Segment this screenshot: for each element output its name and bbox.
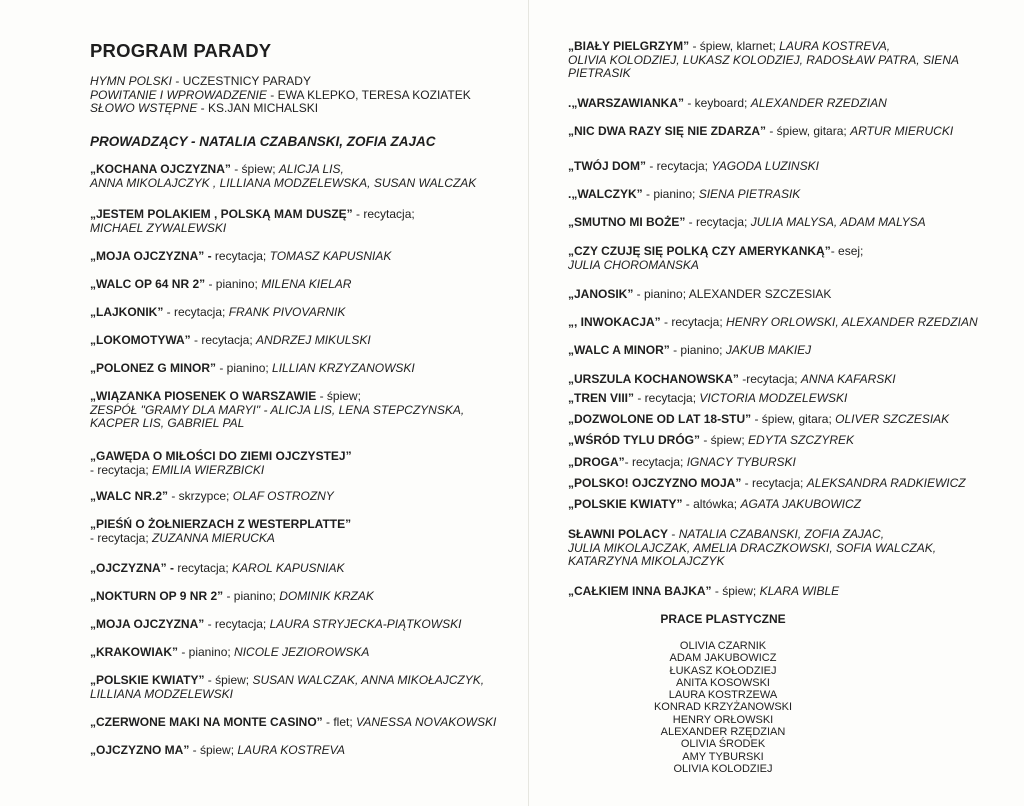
- entry-title: „OJCZYZNO MA”: [90, 743, 190, 757]
- entry-performer: NATALIA CZABANSKI, ZOFIA ZAJAC,: [678, 527, 885, 541]
- entry-mode: - recytacja;: [660, 315, 723, 329]
- program-entry: [90, 278, 351, 292]
- entry-title: .„WARSZAWIANKA”: [568, 96, 684, 110]
- program-entry: [568, 528, 936, 569]
- entry-title: .„WALCZYK”: [568, 187, 643, 201]
- art-name: OLIVIA CZARNIK: [679, 640, 767, 652]
- entry-performer: KLARA WIBLE: [759, 584, 840, 598]
- program-entry: [90, 208, 415, 235]
- entry-performer: LILLIANA MODZELEWSKI: [90, 686, 233, 701]
- intro-line: HYMN POLSKI - UCZESTNICY PARADY: [90, 74, 311, 88]
- entry-mode: - recytacja;: [190, 333, 253, 347]
- entry-title: „NOKTURN OP 9 NR 2”: [90, 589, 224, 603]
- entry-title: „PIEŚŃ O ŻOŁNIERZACH Z WESTERPLATTE”: [90, 517, 352, 531]
- program-entry: [568, 125, 953, 139]
- entry-performer: ALEXANDER SZCZESIAK: [686, 287, 832, 301]
- entry-mode: - śpiew, klarnet;: [689, 39, 776, 53]
- intro-line: SŁOWO WSTĘPNE - KS.JAN MICHALSKI: [90, 101, 319, 115]
- entry-title: „POLSKIE KWIATY”: [90, 673, 205, 687]
- entry-mode: - pianino;: [205, 277, 258, 291]
- program-entry: [90, 390, 464, 431]
- entry-performer: KAROL KAPUSNIAK: [232, 561, 345, 575]
- entry-title: „GAWĘDA O MIŁOŚCI DO ZIEMI OJCZYSTEJ”: [90, 449, 352, 463]
- program-entry: [568, 216, 926, 230]
- entry-mode: - recytacja;: [352, 207, 415, 221]
- entry-mode: -: [668, 527, 679, 541]
- art-name: AMY TYBURSKI: [682, 750, 764, 763]
- entry-title: „MOJA OJCZYZNA” -: [90, 249, 212, 263]
- entry-performer: ARTUR MIERUCKI: [850, 124, 954, 138]
- entry-title: „KRAKOWIAK”: [90, 645, 178, 659]
- intro-line: POWITANIE I WPROWADZENIE - EWA KLEPKO, TERESA KOZIATEK: [90, 87, 471, 102]
- entry-title: „JESTEM POLAKIEM , POLSKĄ MAM DUSZĘ”: [90, 207, 353, 221]
- art-name: ADAM JAKUBOWICZ: [669, 652, 777, 665]
- entry-performer: VANESSA NOVAKOWSKI: [356, 715, 497, 729]
- entry-title: „LAJKONIK”: [90, 305, 164, 319]
- entry-title: „POLONEZ G MINOR”: [90, 361, 216, 375]
- entry-title: „BIAŁY PIELGRZYM”: [568, 39, 690, 53]
- entry-mode: - flet;: [322, 715, 353, 729]
- entry-performer: ANNA KAFARSKI: [800, 372, 896, 386]
- program-entry: [568, 97, 887, 111]
- entry-title: „OJCZYZNA” -: [90, 561, 174, 575]
- entry-title: „KOCHANA OJCZYZNA”: [90, 162, 231, 176]
- entry-title: „WALC NR.2”: [90, 489, 168, 503]
- entry-performer: JULIA MALYSA, ADAM MALYSA: [750, 215, 926, 229]
- entry-mode: - esej;: [830, 244, 864, 258]
- entry-title: „NIC DWA RAZY SIĘ NIE ZDARZA”: [568, 124, 767, 138]
- entry-title: „TREN VIII”: [568, 391, 635, 405]
- entry-performer: JAKUB MAKIEJ: [725, 343, 812, 357]
- entry-mode: - recytacja;: [90, 530, 149, 545]
- entry-mode: - śpiew;: [711, 584, 757, 598]
- entry-title: SŁAWNI POLACY: [568, 527, 669, 541]
- entry-performer: LAURA KOSTREVA: [237, 743, 345, 757]
- program-entry: [568, 456, 796, 470]
- entry-mode: - altówka;: [682, 497, 738, 511]
- entry-mode: - recytacja;: [741, 476, 804, 490]
- entry-title: „TWÓJ DOM”: [568, 159, 646, 173]
- program-entry: [568, 288, 831, 302]
- program-entry: [568, 316, 978, 330]
- program-entry: [90, 674, 484, 701]
- entry-title: „LOKOMOTYWA”: [90, 333, 191, 347]
- entry-title: „URSZULA KOCHANOWSKA”: [568, 372, 739, 386]
- entry-mode: - recytacja;: [646, 159, 709, 173]
- entry-title: „JANOSIK”: [568, 287, 634, 301]
- entry-performer: EDYTA SZCZYREK: [748, 433, 855, 447]
- entry-mode: - recytacja;: [634, 391, 697, 405]
- entry-performer: LILLIAN KRZYZANOWSKI: [272, 361, 415, 375]
- entry-performer: EMILIA WIERZBICKI: [152, 462, 265, 477]
- entry-mode: - śpiew;: [204, 673, 250, 687]
- program-entry: [568, 477, 966, 491]
- entry-performer: JULIA CHOROMANSKA: [568, 257, 699, 272]
- program-entry: [568, 585, 839, 599]
- program-entry: [90, 716, 496, 730]
- entry-title: „POLSKO! OJCZYZNO MOJA”: [568, 476, 742, 490]
- entry-performer: SIENA PIETRASIK: [698, 187, 801, 201]
- entry-performer: ZUZANNA MIERUCKA: [152, 530, 275, 545]
- page-title: PROGRAM PARADY: [90, 40, 272, 61]
- entry-performer: KACPER LIS, GABRIEL PAL: [90, 416, 245, 430]
- entry-title: „WIĄZANKA PIOSENEK O WARSZAWIE: [90, 389, 317, 403]
- entry-mode: - pianino;: [178, 645, 231, 659]
- entry-mode: - skrzypce;: [168, 489, 230, 503]
- art-name: ŁUKASZ KOŁODZIEJ: [669, 664, 777, 677]
- entry-performer: OLAF OSTROZNY: [232, 489, 334, 503]
- entry-title: „DOZWOLONE OD LAT 18-STU”: [568, 412, 752, 426]
- entry-title: „CAŁKIEM INNA BAJKA”: [568, 584, 712, 598]
- entry-performer: MICHAEL ZYWALEWSKI: [90, 220, 227, 235]
- program-entry: [90, 163, 476, 190]
- entry-mode: - śpiew, gitara;: [766, 124, 847, 138]
- entry-mode: - keyboard;: [684, 96, 748, 110]
- entry-performer: OLIVIA KOLODZIEJ, LUKASZ KOLODZIEJ, RADOSŁAW PATRA, SIENA: [568, 52, 959, 67]
- entry-performer: NICOLE JEZIOROWSKA: [234, 645, 370, 659]
- program-entry: [90, 334, 371, 348]
- program-entry: [90, 362, 415, 376]
- program-entry: [568, 245, 863, 272]
- entry-performer: MILENA KIELAR: [261, 277, 352, 291]
- entry-title: „DROGA”: [568, 455, 625, 469]
- entry-performer: SUSAN WALCZAK, ANNA MIKOŁAJCZYK,: [252, 673, 485, 687]
- entry-mode: - śpiew, gitara;: [751, 412, 832, 426]
- program-entry: [90, 562, 345, 576]
- entry-performer: HENRY ORLOWSKI, ALEXANDER RZEDZIAN: [726, 315, 978, 329]
- entry-performer: TOMASZ KAPUSNIAK: [269, 249, 392, 263]
- program-entry: [90, 490, 334, 504]
- program-entry: [568, 40, 959, 81]
- entry-mode: - recytacja;: [624, 455, 684, 469]
- program-entry: [568, 188, 800, 202]
- entry-mode: recytacja;: [211, 249, 267, 263]
- entry-mode: - śpiew;: [189, 743, 235, 757]
- program-entry: [568, 392, 847, 406]
- program-entry: [568, 434, 854, 448]
- entry-performer: DOMINIK KRZAK: [279, 589, 374, 603]
- art-names-list: [568, 640, 878, 775]
- program-entry: [90, 306, 345, 320]
- entry-title: „MOJA OJCZYZNA”: [90, 617, 205, 631]
- program-entry: [568, 344, 811, 358]
- program-entry: [568, 498, 861, 512]
- entry-mode: - recytacja;: [90, 462, 149, 477]
- entry-performer: LAURA KOSTREVA,: [779, 39, 891, 53]
- entry-mode: - pianino;: [633, 287, 687, 301]
- entry-performer: VICTORIA MODZELEWSKI: [699, 391, 848, 405]
- page-fold: [528, 0, 529, 806]
- entry-performer: YAGODA LUZINSKI: [711, 159, 819, 173]
- entry-mode: -recytacja;: [738, 372, 798, 386]
- entry-title: „, INWOKACJA”: [568, 315, 661, 329]
- entry-title: „POLSKIE KWIATY”: [568, 497, 683, 511]
- entry-mode: - śpiew;: [316, 389, 361, 403]
- program-entry: [90, 744, 345, 758]
- program-entry: [568, 373, 896, 387]
- entry-performer: ANDRZEJ MIKULSKI: [256, 333, 371, 347]
- entry-performer: ANNA MIKOLAJCZYK , LILLIANA MODZELEWSKA, SUSAN WALCZAK: [90, 175, 477, 190]
- program-entry: [90, 590, 374, 604]
- art-name: ALEXANDER RZĘDZIAN: [660, 726, 786, 739]
- program-entry: [90, 518, 351, 545]
- entry-title: „CZERWONE MAKI NA MONTE CASINO”: [90, 715, 323, 729]
- entry-performer: ALEXANDER RZEDZIAN: [750, 96, 887, 110]
- entry-mode: - recytacja;: [163, 305, 226, 319]
- entry-mode: - pianino;: [642, 187, 696, 201]
- art-section-title: PRACE PLASTYCZNE: [660, 612, 786, 626]
- entry-performer: OLIVER SZCZESIAK: [835, 412, 950, 426]
- entry-title: „WALC A MINOR”: [568, 343, 670, 357]
- art-name: ANITA KOSOWSKI: [676, 676, 770, 689]
- intro-block: [90, 75, 471, 116]
- entry-performer: IGNACY TYBURSKI: [686, 455, 796, 469]
- entry-mode: - pianino;: [669, 343, 723, 357]
- entry-title: „WŚRÓD TYLU DRÓG”: [568, 433, 700, 447]
- entry-mode: - recytacja;: [204, 617, 267, 631]
- entry-performer: KATARZYNA MIKOLAJCZYK: [568, 554, 725, 568]
- entry-mode: - śpiew;: [700, 433, 745, 447]
- art-name: OLIVIA KOLODZIEJ: [673, 762, 773, 775]
- program-entry: [90, 618, 461, 632]
- entry-performer: FRANK PIVOVARNIK: [228, 305, 346, 319]
- entry-performer: ALICJA LIS,: [278, 162, 344, 176]
- program-entry: [90, 250, 391, 264]
- entry-mode: - śpiew;: [230, 162, 276, 176]
- program-entry: [568, 160, 819, 174]
- art-name: OLIVIA ŚRODEK: [680, 738, 766, 751]
- program-entry: [90, 450, 352, 477]
- entry-performer: ALEKSANDRA RADKIEWICZ: [806, 476, 966, 490]
- art-name: LAURA KOSTRZEWA: [668, 689, 778, 702]
- entry-title: „WALC OP 64 NR 2”: [90, 277, 206, 291]
- entry-performer: PIETRASIK: [568, 66, 631, 80]
- art-name: HENRY ORŁOWSKI: [672, 713, 774, 726]
- entry-mode: - recytacja;: [685, 215, 748, 229]
- hosts-line: PROWADZĄCY - NATALIA CZABANSKI, ZOFIA ZAJAC: [90, 134, 436, 149]
- program-entry: [568, 413, 949, 427]
- entry-title: „SMUTNO MI BOŻE”: [568, 215, 686, 229]
- entry-performer: ZESPÓŁ "GRAMY DLA MARYI" - ALICJA LIS, LENA STEPCZYNSKA,: [90, 402, 465, 417]
- entry-mode: - pianino;: [223, 589, 276, 603]
- entry-performer: JULIA MIKOLAJCZAK, AMELIA DRACZKOWSKI, SOFIA WALCZAK,: [568, 540, 937, 555]
- program-entry: [90, 646, 369, 660]
- entry-mode: - pianino;: [216, 361, 269, 375]
- entry-mode: recytacja;: [174, 561, 229, 575]
- entry-title: „CZY CZUJĘ SIĘ POLKĄ CZY AMERYKANKĄ”: [568, 244, 831, 258]
- entry-performer: LAURA STRYJECKA-PIĄTKOWSKI: [269, 617, 462, 631]
- art-name: KONRAD KRZYŻANOWSKI: [653, 701, 793, 714]
- entry-performer: AGATA JAKUBOWICZ: [740, 497, 861, 511]
